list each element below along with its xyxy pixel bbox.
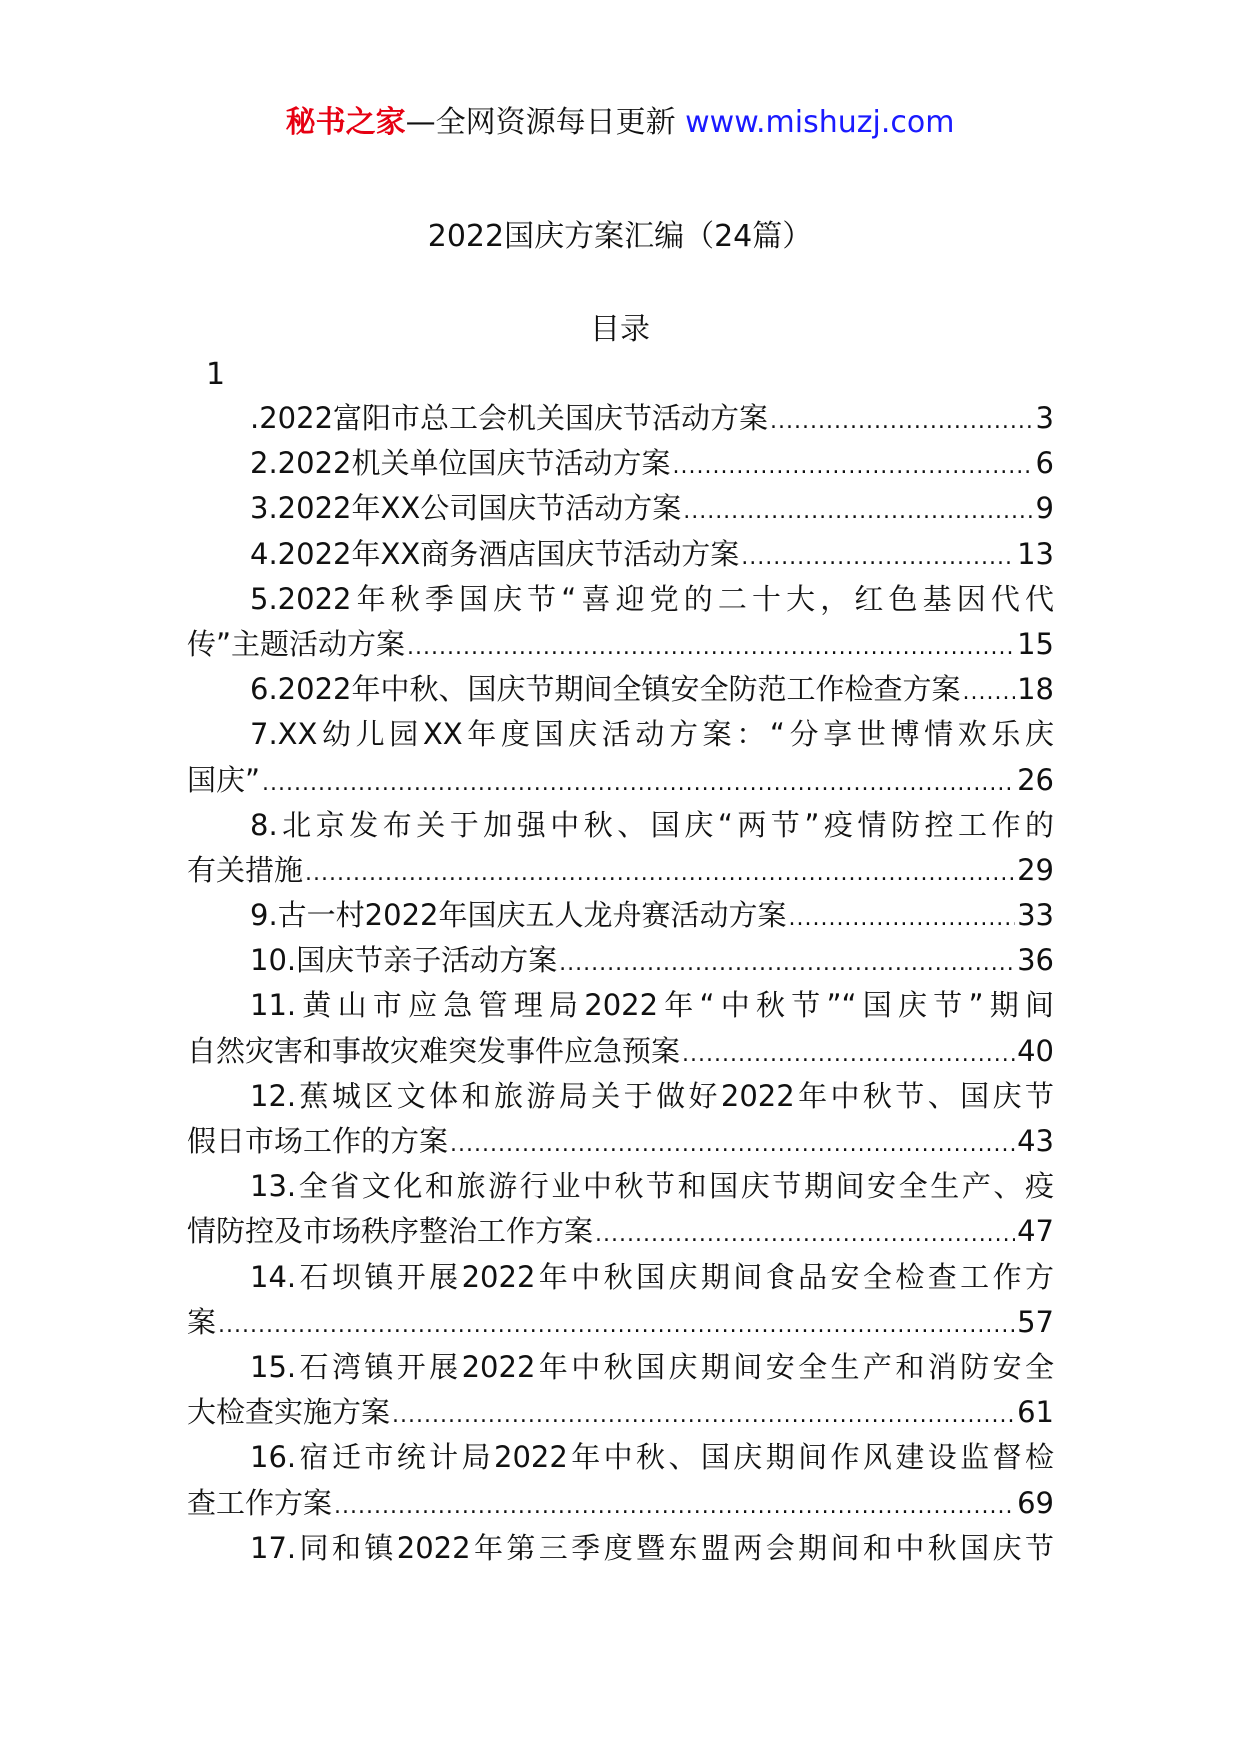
toc-entry[interactable] (187, 1526, 1054, 1571)
toc-leader-dots (334, 1484, 1015, 1529)
toc-entry-page: 9 (1035, 491, 1054, 526)
toc-entry-page: 43 (1017, 1124, 1054, 1158)
toc-entry[interactable] (187, 1345, 1054, 1435)
toc-entry[interactable] (187, 1255, 1054, 1345)
toc-leader-dots (770, 399, 1034, 444)
toc-entry-title: 7.XX幼儿园XX年度国庆活动方案：“分享世博情欢乐庆 (250, 717, 1054, 752)
toc-leader-dots (392, 1393, 1015, 1438)
toc-leader-dots (559, 941, 1015, 986)
toc-entry-title: 4.2022年XX商务酒店国庆节活动方案 (250, 536, 740, 571)
toc-entry[interactable] (187, 441, 1054, 486)
toc-leader-dots (450, 1122, 1015, 1167)
toc-entry[interactable] (187, 983, 1054, 1073)
toc-entry-title: 12.蕉城区文体和旅游局关于做好2022年中秋节、国庆节 (250, 1078, 1054, 1113)
toc-leader-dots (305, 851, 1015, 896)
toc-entry-title-cont: 查工作方案 (187, 1485, 333, 1520)
toc-entry[interactable] (187, 938, 1054, 983)
toc-entry-page: 13 (1017, 536, 1054, 571)
toc-entry-page: 26 (1017, 762, 1054, 797)
toc-entry-page: 3 (1035, 401, 1054, 435)
table-of-contents (187, 396, 1054, 1571)
toc-leader-dots (683, 489, 1033, 534)
toc-entry-title-cont: 案 (187, 1304, 217, 1339)
toc-entry[interactable] (187, 712, 1054, 802)
toc-entry-title: .2022富阳市总工会机关国庆节活动方案 (250, 401, 769, 435)
toc-leader-dots (407, 625, 1015, 670)
toc-leader-dots (788, 896, 1015, 941)
toc-entry-title-cont: 自然灾害和事故灾难突发事件应急预案 (187, 1033, 681, 1068)
toc-number: 1 (206, 357, 226, 392)
site-brand: 秘书之家 (285, 105, 406, 140)
toc-entry[interactable] (187, 1435, 1054, 1525)
toc-leader-dots (262, 761, 1015, 806)
toc-entry[interactable] (187, 486, 1054, 531)
toc-leader-dots (218, 1303, 1015, 1348)
toc-entry-title: 15.石湾镇开展2022年中秋国庆期间安全生产和消防安全 (250, 1349, 1054, 1384)
toc-entry-page: 15 (1017, 626, 1054, 661)
toc-leader-dots (962, 670, 1015, 715)
toc-entry-page: 36 (1017, 943, 1054, 978)
toc-entry-title: 16.宿迁市统计局2022年中秋、国庆期间作风建设监督检 (250, 1440, 1054, 1475)
toc-entry[interactable] (187, 577, 1054, 667)
toc-entry-title: 17.同和镇2022年第三季度暨东盟两会期间和中秋国庆节 (250, 1530, 1054, 1565)
toc-entry[interactable] (187, 893, 1054, 938)
toc-entry-title: 9.古一村2022年国庆五人龙舟赛活动方案 (250, 898, 787, 933)
site-header (0, 100, 1240, 146)
toc-entry-title-cont: 大检查实施方案 (187, 1395, 391, 1430)
toc-entry-page: 61 (1017, 1395, 1054, 1430)
toc-entry[interactable] (187, 803, 1054, 893)
toc-entry-page: 33 (1017, 898, 1054, 933)
toc-entry-page: 69 (1017, 1485, 1054, 1520)
toc-entry-title-cont: 假日市场工作的方案 (187, 1124, 449, 1158)
toc-heading: 目录 (590, 312, 650, 347)
toc-entry[interactable] (187, 667, 1054, 712)
toc-leader-dots (741, 535, 1015, 580)
toc-entry-title: 13.全省文化和旅游行业中秋节和国庆节期间安全生产、疫 (250, 1169, 1054, 1204)
toc-entry[interactable] (187, 1164, 1054, 1254)
toc-entry-page: 18 (1017, 672, 1054, 707)
toc-entry[interactable] (187, 532, 1054, 577)
toc-leader-dots (595, 1212, 1015, 1257)
toc-entry-title-cont: 国庆” (187, 762, 261, 797)
site-slogan: —全网资源每日更新 (405, 105, 686, 140)
toc-entry-page: 6 (1035, 446, 1054, 481)
toc-entry-title: 3.2022年XX公司国庆节活动方案 (250, 491, 682, 526)
toc-entry-title-cont: 情防控及市场秩序整治工作方案 (187, 1214, 594, 1249)
toc-entry[interactable] (187, 396, 1054, 441)
toc-entry[interactable] (187, 1074, 1054, 1164)
toc-entry-title: 2.2022机关单位国庆节活动方案 (250, 446, 671, 481)
toc-leader-dots (682, 1032, 1015, 1077)
site-url-link[interactable]: www.mishuzj.com (685, 105, 955, 140)
toc-entry-title: 14.石坝镇开展2022年中秋国庆期间食品安全检查工作方 (250, 1259, 1054, 1294)
toc-entry-title: 5.2022年秋季国庆节“喜迎党的二十大，红色基因代代 (250, 581, 1054, 616)
toc-entry-page: 47 (1017, 1214, 1054, 1249)
toc-entry-page: 57 (1017, 1304, 1054, 1339)
toc-entry-page: 29 (1017, 852, 1054, 887)
toc-entry-title-cont: 传”主题活动方案 (187, 626, 406, 661)
toc-entry-title-cont: 有关措施 (187, 852, 304, 887)
toc-entry-title: 8.北京发布关于加强中秋、国庆“两节”疫情防控工作的 (250, 807, 1054, 842)
toc-entry-page: 40 (1017, 1033, 1054, 1068)
document-title: 2022国庆方案汇编（24篇） (427, 219, 813, 254)
toc-entry-title: 6.2022年中秋、国庆节期间全镇安全防范工作检查方案 (250, 672, 961, 707)
toc-entry-title: 11.黄山市应急管理局2022年“中秋节”“国庆节”期间 (250, 988, 1054, 1023)
toc-leader-dots (672, 444, 1033, 489)
toc-entry-title: 10.国庆节亲子活动方案 (250, 943, 558, 978)
